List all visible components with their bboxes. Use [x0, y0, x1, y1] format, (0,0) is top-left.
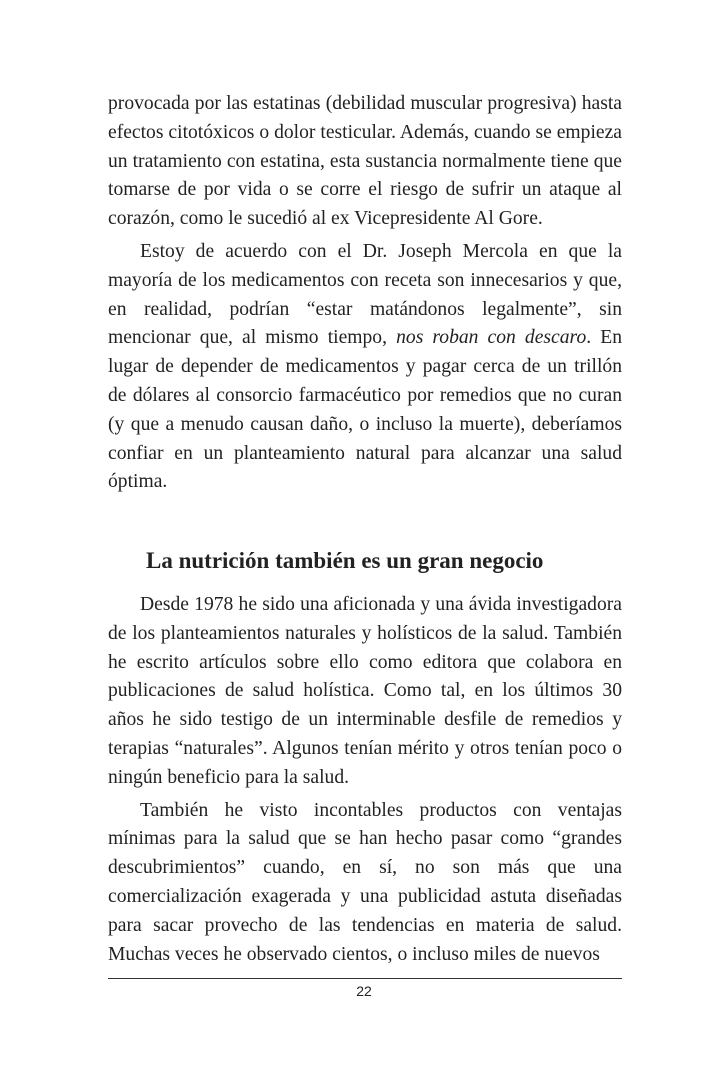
emphasized-text: nos roban con descaro	[396, 327, 587, 349]
paragraph: También he visto incontables productos con ventajas mínimas para la salud que se han hecho pasar como “grandes descubrimientos” cuando, en sí, no son más que una comercialización exagerada y una publicidad astuta diseñadas para sacar provecho de las tendencias en materia de salud. Muchas veces he observado cientos, o incluso miles de nuevos	[108, 799, 622, 965]
paragraph: provocada por las estatinas (debilidad muscular progresiva) hasta efectos citotóxicos o dolor testicular. Además, cuando se empieza un tratamiento con estatina, esta sustancia normalmente tiene que tomarse de por vida o se corre el riesgo de sufrir un ataque al corazón, como le sucedió al ex Vicepresidente Al Gore.	[108, 93, 622, 230]
body-text-bottom	[108, 591, 622, 969]
paragraph: Desde 1978 he sido una aficionada y una ávida investigadora de los planteamientos naturales y holísticos de la salud. También he escrito artículos sobre ello como editora que colabora en publicaciones de salud holística. Como tal, en los últimos 30 años he sido testigo de un interminable desfile de remedios y terapias “naturales”. Algunos tenían mérito y otros tenían poco o ningún beneficio para la salud.	[108, 594, 622, 788]
footer-rule	[108, 978, 622, 979]
page-number: 22	[356, 983, 372, 999]
section-heading: La nutrición también es un gran negocio	[146, 548, 544, 573]
paragraph	[108, 238, 622, 497]
paragraph-text: Estoy de acuerdo con el Dr. Joseph Mercola en que la mayoría de los medicamentos con receta son innecesarios y que, en realidad, podrían “estar matándonos legalmente”, sin mencionar que, al mismo tiempo,	[108, 240, 622, 349]
body-text-top	[108, 90, 622, 497]
paragraph-text: . En lugar de depender de medicamentos y pagar cerca de un trillón de dólares al consorcio farmacéutico por remedios que no curan (y que a menudo causan daño, o incluso la muerte), deberíamos confiar en un planteamiento natural para alcanzar una salud óptima.	[108, 327, 622, 493]
